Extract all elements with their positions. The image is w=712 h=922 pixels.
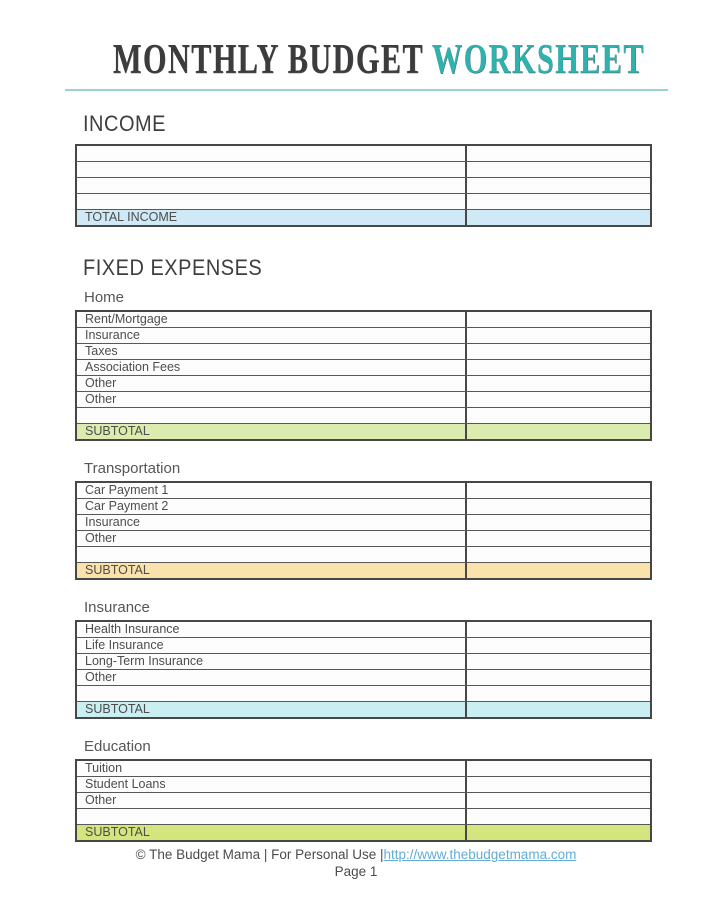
- table-row: [77, 359, 650, 375]
- item-cell: Other: [85, 670, 117, 684]
- table-row: [77, 792, 650, 808]
- item-cell: [77, 408, 465, 423]
- amount-cell: [465, 178, 650, 193]
- item-cell: [77, 809, 465, 824]
- table-row: [77, 808, 650, 824]
- table-row: [77, 685, 650, 701]
- footer-link[interactable]: http://www.thebudgetmama.com: [383, 847, 577, 862]
- item-cell: Taxes: [85, 344, 118, 358]
- amount-cell: [465, 809, 650, 824]
- transportation-table: [75, 481, 652, 580]
- amount-cell: [465, 547, 650, 562]
- income-table: [75, 144, 652, 227]
- table-row: [77, 498, 650, 514]
- table-row: [77, 546, 650, 562]
- amount-cell: [465, 670, 650, 685]
- amount-cell: [465, 483, 650, 498]
- subtotal-row: [77, 701, 650, 717]
- item-cell: Association Fees: [85, 360, 181, 374]
- item-cell: [77, 162, 465, 177]
- amount-cell: [465, 622, 650, 637]
- item-cell: Health Insurance: [85, 622, 180, 636]
- amount-cell: [465, 793, 650, 808]
- subtotal-row: [77, 824, 650, 840]
- insurance-table: [75, 620, 652, 719]
- amount-cell: [465, 777, 650, 792]
- amount-cell: [465, 515, 650, 530]
- title-divider-line: [65, 89, 668, 91]
- table-row: [77, 312, 650, 327]
- subtotal-amount-cell: [465, 825, 650, 840]
- table-row: [77, 161, 650, 177]
- amount-cell: [465, 344, 650, 359]
- worksheet-content: [75, 112, 652, 842]
- item-cell: Other: [85, 392, 117, 406]
- item-cell: Other: [85, 376, 117, 390]
- table-row: [77, 146, 650, 161]
- item-cell: Tuition: [85, 761, 123, 775]
- total-income-label: TOTAL INCOME: [85, 210, 178, 224]
- amount-cell: [465, 328, 650, 343]
- group-name-home: Home: [84, 289, 125, 306]
- table-row: [77, 327, 650, 343]
- income-heading: INCOME: [83, 112, 166, 137]
- table-row: [77, 375, 650, 391]
- table-row: [77, 177, 650, 193]
- amount-cell: [465, 686, 650, 701]
- table-row: [77, 637, 650, 653]
- amount-cell: [465, 761, 650, 776]
- table-row: [77, 193, 650, 209]
- amount-cell: [465, 392, 650, 407]
- amount-cell: [465, 499, 650, 514]
- table-row: [77, 407, 650, 423]
- table-row: [77, 483, 650, 498]
- table-row: [77, 653, 650, 669]
- table-row: [77, 391, 650, 407]
- subtotal-amount-cell: [465, 424, 650, 439]
- amount-cell: [465, 360, 650, 375]
- education-table: [75, 759, 652, 842]
- table-row: [77, 761, 650, 776]
- footer-text: © The Budget Mama | For Personal Use |: [135, 847, 384, 862]
- amount-cell: [465, 194, 650, 209]
- page-number: Page 1: [334, 864, 378, 879]
- title-accent: WORKSHEET: [432, 37, 645, 83]
- item-cell: [77, 547, 465, 562]
- home-table: [75, 310, 652, 441]
- item-cell: Car Payment 1: [85, 483, 169, 497]
- item-cell: Insurance: [85, 328, 140, 342]
- item-cell: Insurance: [85, 515, 140, 529]
- page-footer: [0, 846, 712, 880]
- item-cell: Other: [85, 531, 117, 545]
- subtotal-label: SUBTOTAL: [85, 424, 150, 438]
- item-cell: [77, 178, 465, 193]
- amount-cell: [465, 408, 650, 423]
- item-cell: Rent/Mortgage: [85, 312, 168, 326]
- table-row: [77, 514, 650, 530]
- total-income-row: [77, 209, 650, 225]
- group-name-education: Education: [84, 738, 151, 755]
- item-cell: Car Payment 2: [85, 499, 169, 513]
- total-amount-cell: [465, 210, 650, 225]
- item-cell: Long-Term Insurance: [85, 654, 204, 668]
- amount-cell: [465, 638, 650, 653]
- fixed-expenses-heading: FIXED EXPENSES: [83, 256, 263, 281]
- item-cell: [77, 686, 465, 701]
- subtotal-label: SUBTOTAL: [85, 702, 150, 716]
- subtotal-label: SUBTOTAL: [85, 825, 150, 839]
- group-name-transportation: Transportation: [84, 460, 181, 477]
- table-row: [77, 530, 650, 546]
- table-row: [77, 622, 650, 637]
- table-row: [77, 776, 650, 792]
- amount-cell: [465, 654, 650, 669]
- amount-cell: [465, 162, 650, 177]
- footer-credit-line: [0, 846, 712, 863]
- title-main: MONTHLY BUDGET: [113, 37, 424, 83]
- item-cell: [77, 194, 465, 209]
- subtotal-amount-cell: [465, 563, 650, 578]
- amount-cell: [465, 531, 650, 546]
- item-cell: Student Loans: [85, 777, 166, 791]
- item-cell: Other: [85, 793, 117, 807]
- amount-cell: [465, 312, 650, 327]
- table-row: [77, 669, 650, 685]
- amount-cell: [465, 146, 650, 161]
- table-row: [77, 343, 650, 359]
- item-cell: Life Insurance: [85, 638, 164, 652]
- subtotal-label: SUBTOTAL: [85, 563, 150, 577]
- subtotal-row: [77, 423, 650, 439]
- group-name-insurance: Insurance: [84, 599, 150, 616]
- item-cell: [77, 146, 465, 161]
- subtotal-amount-cell: [465, 702, 650, 717]
- amount-cell: [465, 376, 650, 391]
- page-title: [0, 36, 645, 84]
- subtotal-row: [77, 562, 650, 578]
